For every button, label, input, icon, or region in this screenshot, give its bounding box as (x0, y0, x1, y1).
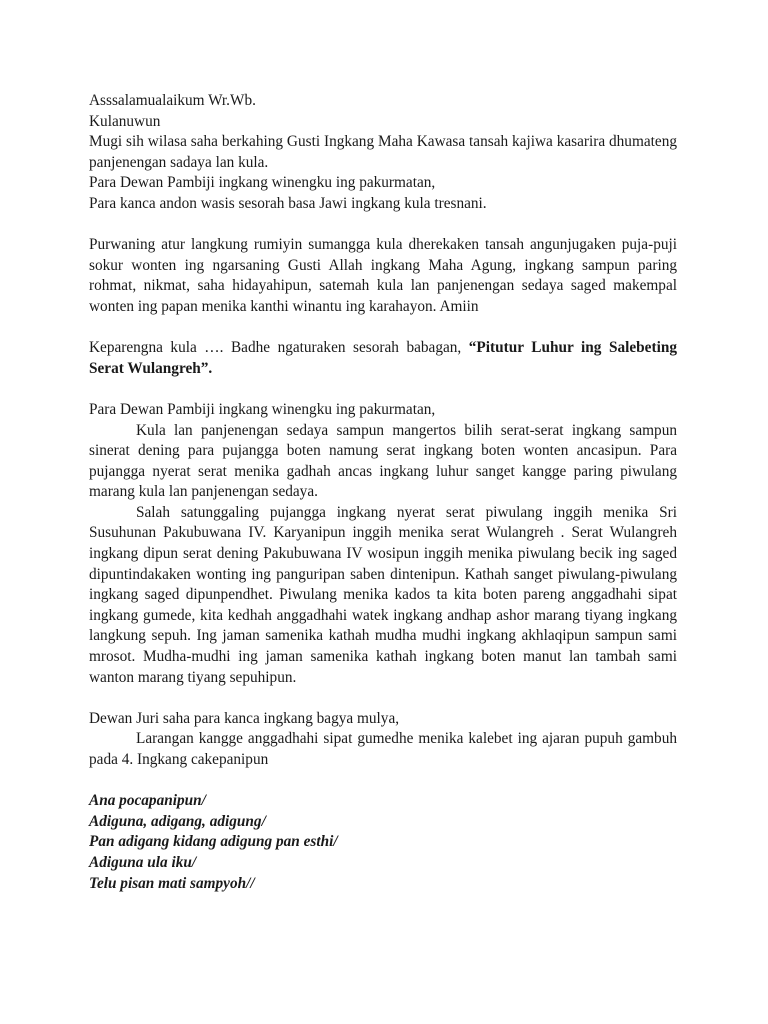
paragraph-spacer (89, 318, 677, 339)
opening-paragraph: Purwaning atur langkung rumiyin sumangga kula dherekaken tansah angunjugaken puja-puji sokur wonten ing ngarsaning Gusti Allah ingkang Maha Agung, ingkang sampun paring rohmat, nikmat, saha hidayahipun, satemah kula lan panjenengan sedaya saged makempal wonten ing papan menika kanthi winantu ing karahayon. Amiin (89, 236, 677, 315)
speech-document (89, 91, 677, 894)
topic-title: “Pitutur Luhur ing Salebeting Serat Wulangreh”. (89, 339, 677, 377)
section2-paragraph: Larangan kangge anggadhahi sipat gumedhe menika kalebet ing ajaran pupuh gambuh pada 4. Ingkang cakepanipun (89, 730, 677, 768)
address-judges-line: Para Dewan Pambiji ingkang winengku ing pakurmatan, (89, 174, 436, 192)
paragraph-spacer (89, 379, 677, 400)
verse-line: Pan adigang kidang adigung pan esthi/ (89, 833, 338, 851)
verse-line: Adiguna, adigang, adigung/ (89, 812, 266, 830)
paragraph-spacer (89, 771, 677, 792)
blessing-paragraph: Mugi sih wilasa saha berkahing Gusti Ingkang Maha Kawasa tansah kajiwa kasarira dhumateng panjenengan sadaya lan kula. (89, 133, 677, 171)
body-paragraph-1: Kula lan panjenengan sedaya sampun mangertos bilih serat-serat ingkang sampun sinerat dening para pujangga boten namung serat ingkang boten wonten ancasipun. Para pujangga nyerat serat menika gadhah ancas ingkang luhur sanget kangge paring piwulang marang kula lan panjenengan sedaya. (89, 421, 677, 501)
body-address-line: Para Dewan Pambiji ingkang winengku ing pakurmatan, (89, 400, 436, 418)
topic-paragraph (89, 338, 677, 379)
body-paragraph-2: Salah satunggaling pujangga ingkang nyerat serat piwulang inggih menika Sri Susuhunan Pakubuwana IV. Karyanipun inggih menika serat Wulangreh . Serat Wulangreh ingkang dipun serat dening Pakubuwana IV wosipun inggih menika piwulang becik ing saged dipuntindakaken wonting ing panguripan saben dintenipun. Kathah sanget piwulang-piwulang ingkang saged dipunpendhet. Piwulang menika kados ta kita boten pareng anggadhahi sipat ingkang gumede, kita kedhah anggadhahi watek ingkang andhap ashor marang tiyang ingkang langkung sepuh. Ing jaman samenika kathah mudha mudhi ingkang akhlaqipun sampun sami mrosot. Mudha-mudhi ing jaman samenika kathah ingkang boten manut lan tambah sami wanton marang tiyang sepuhipun. (89, 503, 677, 686)
topic-intro: Keparengna kula …. Badhe ngaturaken sesorah babagan, (89, 339, 469, 357)
kulanuwun-line: Kulanuwun (89, 112, 161, 130)
verse-line: Telu pisan mati sampyoh// (89, 874, 255, 892)
greeting-line: Asssalamualaikum Wr.Wb. (89, 92, 256, 109)
verse-line: Adiguna ula iku/ (89, 853, 197, 871)
address-friends-line: Para kanca andon wasis sesorah basa Jawi ingkang kula tresnani. (89, 194, 487, 212)
verse-line: Ana pocapanipun/ (89, 792, 206, 810)
paragraph-spacer (89, 215, 677, 236)
paragraph-spacer (89, 688, 677, 709)
section2-address-line: Dewan Juri saha para kanca ingkang bagya mulya, (89, 709, 400, 727)
